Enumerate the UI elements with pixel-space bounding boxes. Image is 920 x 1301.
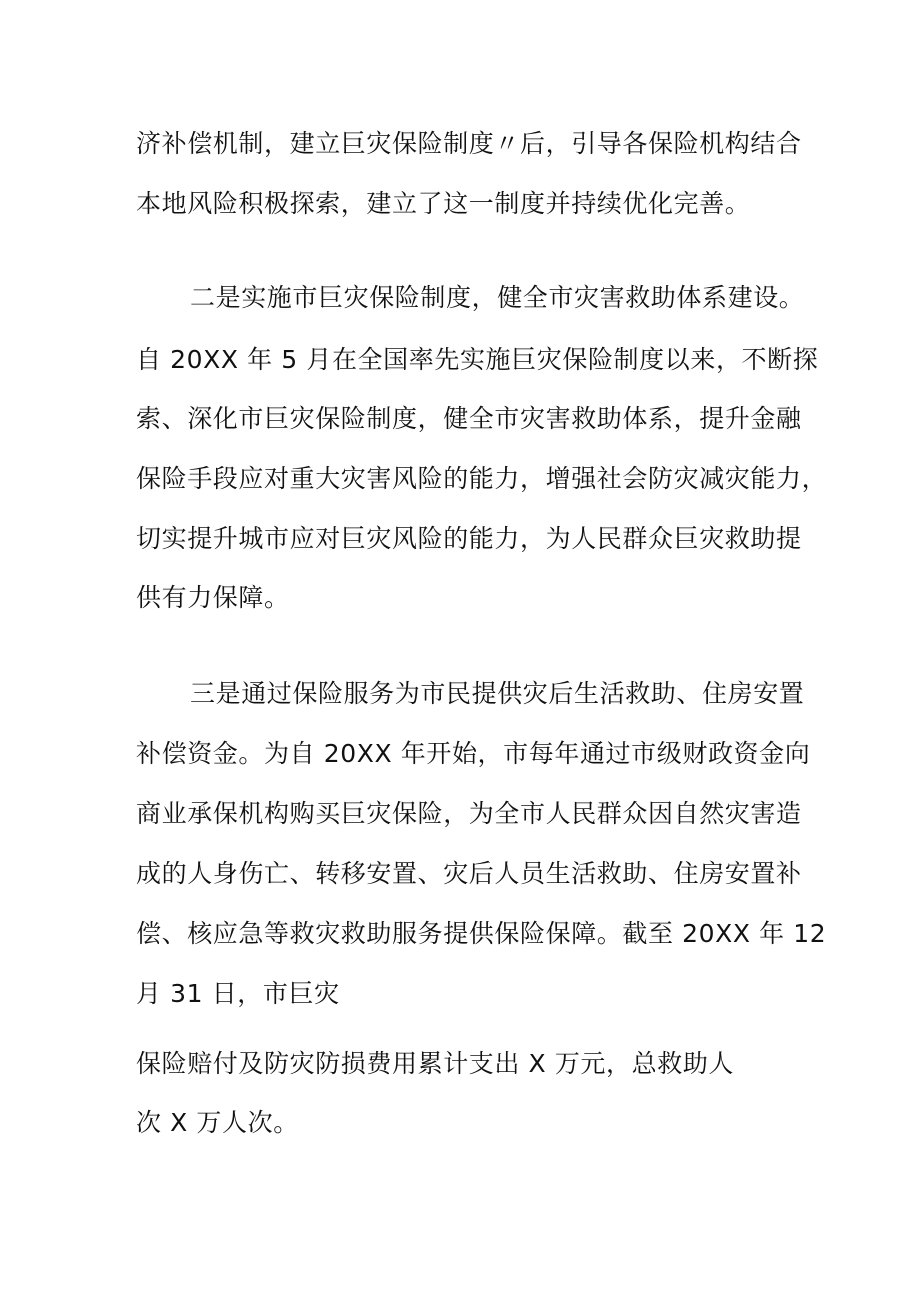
- paragraph-1-line-1: 济补偿机制，建立巨灾保险制度〃后，引导各保险机构结合: [136, 129, 802, 158]
- paragraph-3-line-2: 补偿资金。为自 20XX 年开始，市每年通过市级财政资金向: [136, 739, 811, 768]
- paragraph-4-line-1: 保险赔付及防灾防损费用累计支出 X 万元，总救助人: [136, 1049, 735, 1078]
- paragraph-2-line-6: 供有力保障。: [136, 583, 290, 612]
- paragraph-5-line-1: 次 X 万人次。: [136, 1108, 299, 1137]
- paragraph-1-line-2: 本地风险积极探索，建立了这一制度并持续优化完善。: [136, 189, 751, 218]
- paragraph-3-line-3: 商业承保机构购买巨灾保险，为全市人民群众因自然灾害造: [136, 799, 802, 828]
- paragraph-2-line-4: 保险手段应对重大灾害风险的能力，增强社会防灾减灾能力，: [136, 464, 828, 493]
- paragraph-3-line-5: 偿、核应急等救灾救助服务提供保险保障。截至 20XX 年 12: [136, 919, 827, 948]
- paragraph-2-line-5: 切实提升城市应对巨灾风险的能力，为人民群众巨灾救助提: [136, 524, 802, 553]
- paragraph-3-line-1: 三是通过保险服务为市民提供灾后生活救助、住房安置: [190, 679, 805, 708]
- paragraph-2-line-3: 索、深化市巨灾保险制度，健全市灾害救助体系，提升金融: [136, 404, 802, 433]
- paragraph-3-line-4: 成的人身伤亡、转移安置、灾后人员生活救助、住房安置补: [136, 859, 802, 888]
- paragraph-2-line-2: 自 20XX 年 5 月在全国率先实施巨灾保险制度以来，不断探: [136, 345, 819, 374]
- paragraph-3-line-6: 月 31 日，市巨灾: [136, 979, 340, 1008]
- paragraph-2-line-1: 二是实施市巨灾保险制度，健全市灾害救助体系建设。: [190, 283, 805, 312]
